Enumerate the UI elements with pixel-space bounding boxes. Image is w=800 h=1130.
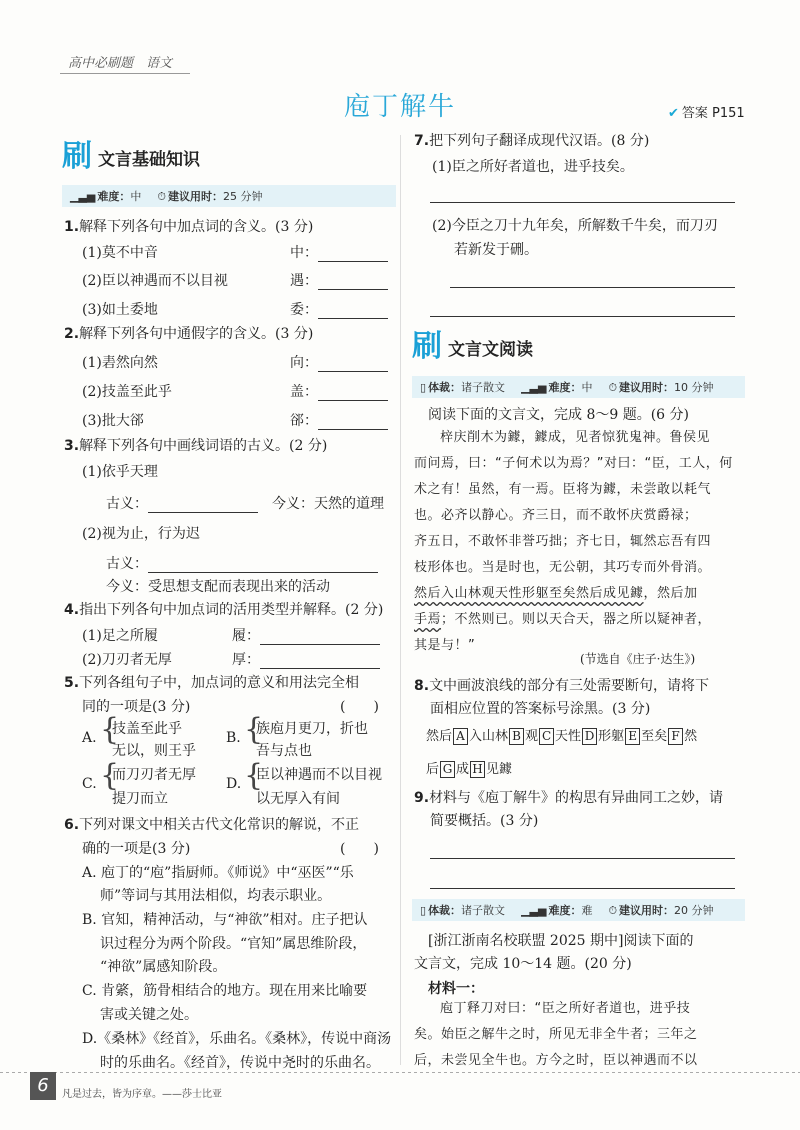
chart-icon: ▁▃▅ bbox=[70, 190, 96, 203]
question-5: 5.下列各组句子中，加点词的意义和用法完全相 bbox=[64, 675, 360, 691]
section-badge: 刷 bbox=[412, 329, 442, 364]
q1-item-3: (3)如土委地 bbox=[82, 302, 158, 318]
question-8: 8.文中画波浪线的部分有三处需要断句，请将下 bbox=[414, 678, 710, 694]
q3-gu-1[interactable]: 古义： bbox=[106, 493, 258, 513]
brace-b: { bbox=[244, 712, 264, 747]
brace-d: { bbox=[244, 758, 264, 793]
passage1-intro: 阅读下面的文言文，完成 8～9 题。(6 分) bbox=[428, 407, 689, 423]
time-info: ⏱ 建议用时：25 分钟 bbox=[157, 190, 263, 203]
passage-2 bbox=[414, 996, 744, 1074]
passage2-line: 矣。始臣之解牛之时，所见无非全牛者；三年之 bbox=[414, 1027, 698, 1042]
q5-a1: 技盖至此乎 bbox=[112, 721, 182, 737]
q7-answer-line-3[interactable] bbox=[430, 316, 735, 317]
q3-gu-2[interactable]: 古义： bbox=[106, 553, 378, 573]
q6-answer-paren[interactable]: ( ) bbox=[340, 841, 379, 857]
passage1-line: 也。必齐以静心。齐三日，而不敢怀庆赏爵禄； bbox=[414, 508, 698, 523]
time-info: ⏱ 建议用时：20 分钟 bbox=[608, 904, 714, 917]
column-divider bbox=[400, 135, 401, 1065]
q9-answer-line-2[interactable] bbox=[430, 888, 735, 889]
section-title: 文言文阅读 bbox=[448, 339, 533, 360]
q5-a2: 无以，则王乎 bbox=[112, 743, 196, 759]
book-icon: ▯ bbox=[420, 904, 427, 917]
option-box-d[interactable]: D bbox=[582, 728, 597, 745]
difficulty-info: ▁▃▅ 难度：中 bbox=[70, 190, 142, 203]
passage1-line: 术之有！虽然，有一焉。臣将为鐻，未尝敢以耗气 bbox=[414, 482, 712, 497]
q6-option-b-cont: 识过程分为两个阶段。“官知”属思维阶段， bbox=[100, 936, 367, 952]
header-rule bbox=[60, 73, 190, 74]
q5-c2: 提刀而立 bbox=[112, 791, 168, 807]
book-icon: ▯ bbox=[420, 381, 427, 394]
q2-answer-3[interactable]: 郤： bbox=[290, 410, 388, 430]
q3-item-1: (1)依乎天理 bbox=[82, 464, 158, 480]
q7-answer-line-2[interactable] bbox=[450, 287, 735, 288]
clock-icon: ⏱ bbox=[608, 904, 618, 917]
q2-item-1: (1)砉然向然 bbox=[82, 355, 158, 371]
q1-answer-3[interactable]: 委： bbox=[290, 299, 388, 319]
q8-line-2: 面相应位置的答案标号涂黑。(3 分) bbox=[430, 701, 651, 717]
passage2-intro-cont: 文言文，完成 10～14 题。(20 分) bbox=[414, 956, 632, 972]
passage1-line: 枝形体也。当是时也，无公朝，其巧专而外骨消。 bbox=[414, 560, 712, 575]
q7-answer-line-1[interactable] bbox=[430, 202, 735, 203]
option-box-f[interactable]: F bbox=[668, 728, 683, 745]
info-bar-3 bbox=[412, 899, 745, 921]
answer-reference bbox=[668, 102, 745, 121]
passage2-intro: [浙江浙南名校联盟 2025 期中]阅读下面的 bbox=[428, 933, 694, 949]
passage1-line: 然后入山林观天性形躯至矣然后成见鐻，然后加 bbox=[414, 586, 698, 601]
check-icon: ✔ bbox=[668, 106, 679, 121]
q4-item-2: (2)刀刃者无厚 bbox=[82, 652, 172, 668]
passage-1 bbox=[414, 425, 744, 659]
wavy-underline-text: 手焉 bbox=[414, 612, 442, 627]
q6-option-c-cont: 害或关键之处。 bbox=[100, 1007, 198, 1023]
q5-answer-paren[interactable]: ( ) bbox=[340, 699, 379, 715]
question-9: 9.材料与《庖丁解牛》的构思有异曲同工之妙，请 bbox=[414, 790, 724, 806]
option-box-g[interactable]: G bbox=[440, 761, 455, 778]
q6-option-d[interactable]: D.《桑林》《经首》，乐曲名。《桑林》，传说中商汤 bbox=[82, 1031, 392, 1047]
chart-icon: ▁▃▅ bbox=[521, 381, 547, 394]
brace-a: { bbox=[100, 712, 120, 747]
section-classical-reading bbox=[412, 330, 533, 364]
q1-item-1: (1)莫不中音 bbox=[82, 245, 158, 261]
time-info: ⏱ 建议用时：10 分钟 bbox=[608, 381, 714, 394]
q5-d2: 以无厚入有间 bbox=[256, 791, 340, 807]
q6-option-d-cont: 时的乐曲名。《经首》，传说中尧时的乐曲名。 bbox=[100, 1055, 380, 1071]
genre-info: ▯ 体裁：诸子散文 bbox=[420, 904, 506, 917]
q3-jin-1: 今义：天然的道理 bbox=[272, 496, 384, 512]
q6-option-a[interactable]: A. 庖丁的“庖”指厨师。《师说》中“巫医”“乐 bbox=[82, 865, 354, 881]
book-header: 高中必刷题 语文 bbox=[68, 56, 173, 71]
q5-b1: 族庖月更刀，折也 bbox=[256, 721, 368, 737]
question-2: 2.解释下列各句中通假字的含义。(3 分) bbox=[64, 326, 314, 342]
option-box-h[interactable]: H bbox=[470, 761, 485, 778]
chart-icon: ▁▃▅ bbox=[521, 904, 547, 917]
q7-item-2-cont: 若新发于硎。 bbox=[454, 242, 538, 258]
q4-answer-2[interactable]: 厚： bbox=[232, 649, 380, 669]
passage1-line: 手焉；不然则已。则以天合天，器之所以疑神者， bbox=[414, 612, 712, 627]
passage1-line: 齐五日，不敢怀非誉巧拙；齐七日，辄然忘吾有四 bbox=[414, 534, 712, 549]
difficulty-info: ▁▃▅ 难度：中 bbox=[521, 381, 593, 394]
q7-item-1: (1)臣之所好者道也，进乎技矣。 bbox=[432, 159, 634, 175]
option-box-b[interactable]: B bbox=[509, 728, 524, 745]
q5-b2: 吾与点也 bbox=[256, 743, 312, 759]
q7-item-2: (2)今臣之刀十九年矣，所解数千牛矣，而刀刃 bbox=[432, 218, 718, 234]
q2-item-3: (3)批大郤 bbox=[82, 413, 144, 429]
q2-answer-1[interactable]: 向： bbox=[290, 352, 388, 372]
q2-item-2: (2)技盖至此乎 bbox=[82, 384, 172, 400]
clock-icon: ⏱ bbox=[608, 381, 618, 394]
clock-icon: ⏱ bbox=[157, 190, 166, 203]
question-7: 7.把下列句子翻译成现代汉语。(8 分) bbox=[414, 133, 650, 149]
q5-c1: 而刀刃者无厚 bbox=[112, 767, 196, 783]
info-bar-2 bbox=[412, 376, 745, 398]
q5-option-b[interactable]: B. bbox=[226, 730, 241, 746]
option-box-c[interactable]: C bbox=[539, 728, 554, 745]
q4-answer-1[interactable]: 履： bbox=[232, 625, 380, 645]
genre-info: ▯ 体裁：诸子散文 bbox=[420, 381, 506, 394]
difficulty-info: ▁▃▅ 难度：难 bbox=[521, 904, 593, 917]
page-number: 6 bbox=[30, 1072, 56, 1100]
q1-item-2: (2)臣以神遇而不以目视 bbox=[82, 273, 228, 289]
passage1-line: 而问焉，曰：“子何术以为焉？”对曰：“臣，工人，何 bbox=[414, 456, 733, 471]
passage2-line: 后，未尝见全牛也。方今之时，臣以神遇而不以 bbox=[414, 1053, 698, 1068]
info-bar-1 bbox=[62, 185, 396, 207]
page-title: 庖丁解牛 bbox=[343, 92, 456, 122]
q9-line-2: 简要概括。(3 分) bbox=[430, 813, 539, 829]
q5-d1: 臣以神遇而不以目视 bbox=[256, 767, 382, 783]
passage1-line: 梓庆削木为鐻，鐻成，见者惊犹鬼神。鲁侯见 bbox=[440, 430, 711, 445]
q5-option-c[interactable]: C. bbox=[82, 776, 97, 792]
q9-answer-line-1[interactable] bbox=[430, 858, 735, 859]
answer-ref-text: 答案 P151 bbox=[681, 106, 745, 121]
question-4: 4.指出下列各句中加点词的活用类型并解释。(2 分) bbox=[64, 602, 384, 618]
passage1-source: (节选自《庄子·达生》) bbox=[580, 652, 696, 666]
passage2-line: 庖丁释刀对曰：“臣之所好者道也，进乎技 bbox=[440, 1001, 691, 1016]
q6-option-b[interactable]: B. 官知，精神活动，与“神欲”相对。庄子把认 bbox=[82, 912, 368, 928]
q8-options-line-1: 然后 A 入山林 B 观 C 天性 D 形躯 E 至矣 F 然 bbox=[426, 729, 698, 744]
q2-answer-2[interactable]: 盖： bbox=[290, 381, 388, 401]
q6-line-2: 确的一项是(3 分) bbox=[82, 841, 191, 857]
section-basic-knowledge bbox=[62, 140, 200, 174]
passage1-line: 其是与！” bbox=[414, 638, 476, 653]
q5-option-a[interactable]: A. bbox=[82, 730, 97, 746]
footer-dotted-rule bbox=[0, 1072, 800, 1073]
question-1: 1.解释下列各句中加点词的含义。(3 分) bbox=[64, 219, 314, 235]
question-3: 3.解释下列各句中画线词语的古义。(2 分) bbox=[64, 438, 328, 454]
q6-option-b-cont2: “神欲”属感知阶段。 bbox=[100, 959, 227, 975]
option-box-e[interactable]: E bbox=[625, 728, 640, 745]
q6-option-a-cont: 师”等词与其用法相似，均表示职业。 bbox=[100, 888, 332, 904]
q5-option-d[interactable]: D. bbox=[226, 776, 242, 792]
q1-answer-2[interactable]: 遇： bbox=[290, 270, 388, 290]
q3-jin-2: 今义：受思想支配而表现出来的活动 bbox=[106, 579, 330, 595]
section-badge: 刷 bbox=[62, 139, 92, 174]
q5-line-2: 同的一项是(3 分) bbox=[82, 699, 191, 715]
footer-motto: 凡是过去，皆为序章。——莎士比亚 bbox=[62, 1089, 222, 1100]
material-label: 材料一： bbox=[428, 981, 484, 997]
q6-option-c[interactable]: C. 肯綮，筋骨相结合的地方。现在用来比喻要 bbox=[82, 983, 368, 999]
q3-item-2: (2)视为止，行为迟 bbox=[82, 526, 200, 542]
q8-options-line-2: 后 G 成 H 见鐻 bbox=[426, 762, 513, 777]
option-box-a[interactable]: A bbox=[453, 728, 468, 745]
section-title: 文言基础知识 bbox=[98, 149, 200, 170]
q4-item-1: (1)足之所履 bbox=[82, 628, 158, 644]
wavy-underline-text: 然后入山林观天性形躯至矣然后成见鐻 bbox=[414, 586, 644, 601]
question-6: 6.下列对课文中相关古代文化常识的解说，不正 bbox=[64, 817, 360, 833]
brace-c: { bbox=[100, 758, 120, 793]
q1-answer-1[interactable]: 中： bbox=[290, 242, 388, 262]
